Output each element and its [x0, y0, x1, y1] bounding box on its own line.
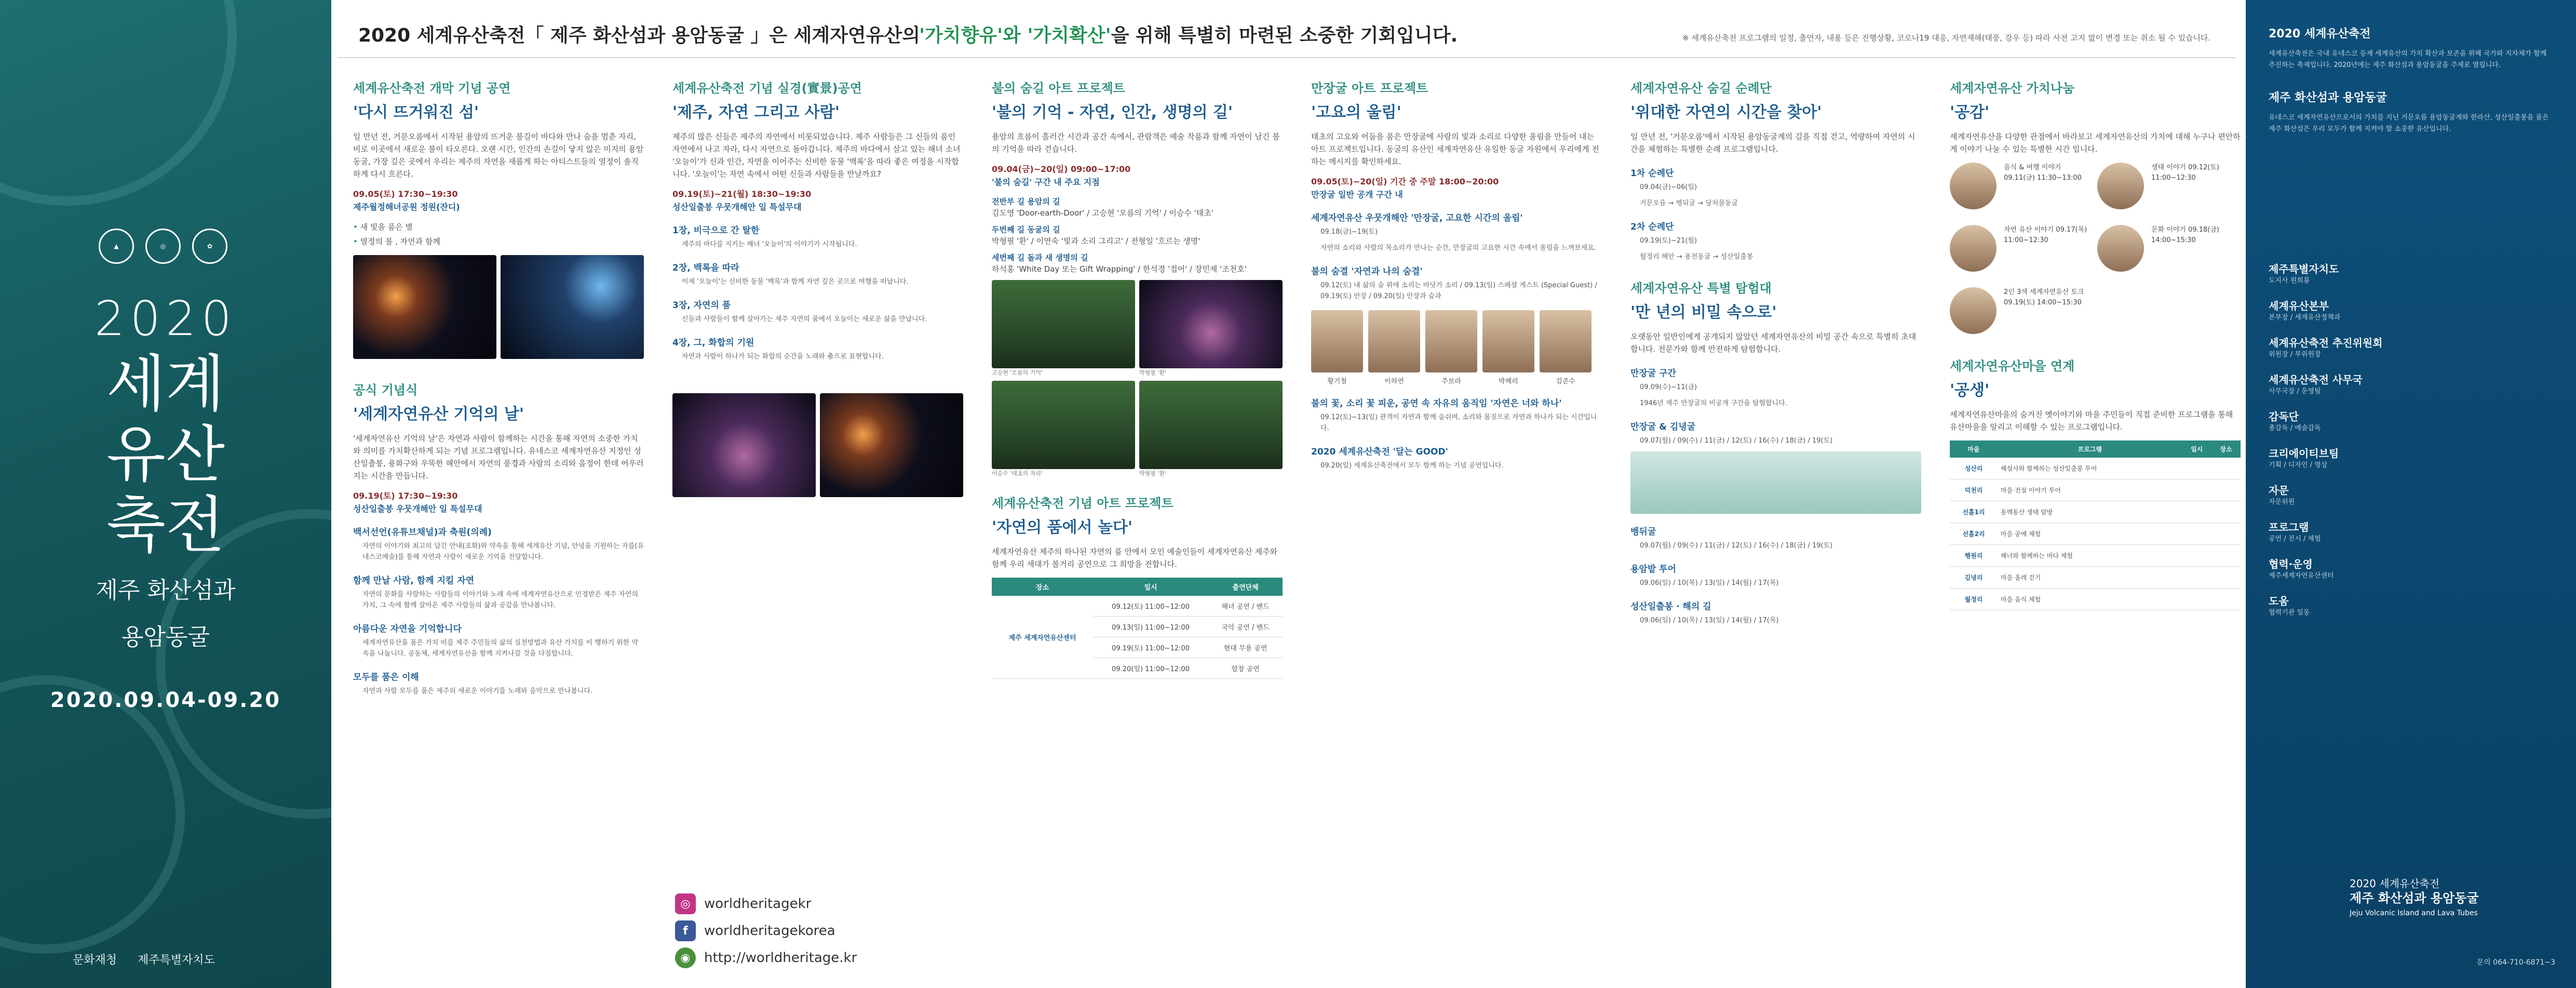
- photo: [672, 393, 816, 497]
- section-title: '제주, 자연 그리고 사람': [672, 103, 840, 122]
- world-heritage-logo-icon: ◎: [145, 229, 181, 264]
- photo-row: [353, 255, 644, 359]
- instagram-icon: ◎: [675, 893, 696, 914]
- table-cell: [2182, 523, 2211, 545]
- website-link[interactable]: [675, 947, 857, 968]
- credit-title: 감독단: [2269, 410, 2299, 423]
- program-body: 1946년 제주 만장굴의 비공개 구간을 탐험합니다.: [1640, 399, 1787, 407]
- village-table: [1950, 440, 2241, 610]
- village-name: 선흘1리: [1950, 501, 1998, 523]
- program-date: 09.06(일) / 10(목) / 13(일) / 14(월) / 17(목): [1640, 579, 1779, 587]
- performer: [1311, 310, 1363, 385]
- column-header: 일시: [1093, 578, 1208, 596]
- speaker-photo: [2097, 163, 2144, 209]
- credit-title: 세계유산본부: [2269, 300, 2329, 312]
- credit-title: 크리에이티브팀: [2269, 447, 2339, 460]
- column-pilgrimage: [1630, 78, 1921, 631]
- elevation-graphic: [1630, 451, 1921, 514]
- program-label: 세번째 길 돌과 새 생명의 길: [992, 253, 1088, 262]
- credit-value: 자문위원: [2269, 498, 2295, 506]
- cover-dates: 2020.09.04-09.20: [50, 688, 281, 712]
- column-performance: [672, 78, 963, 497]
- village-name: 김녕리: [1950, 567, 1998, 589]
- program-date: 09.04(금)~06(일): [1640, 183, 1697, 191]
- performer-name: 주보라: [1441, 378, 1461, 385]
- village-name: 덕천리: [1950, 479, 1998, 501]
- section-venue: 성산일출봉 우뭇개해안 일 특설무대: [672, 202, 802, 212]
- website-url: http://worldheritage.kr: [704, 950, 857, 966]
- table-cell-place: 제주 세계자연유산센터: [992, 596, 1093, 679]
- section-date: 09.05(토) 17:30~19:30: [353, 189, 458, 199]
- performer: [1368, 310, 1420, 385]
- column-art: [992, 78, 1283, 679]
- program-body: 09.12(토) 내 삶의 숨 위에 소리는 바닷가 소리 / 09.13(일) 스페셜 게스트 (Special Guest) / 09.19(토) 안장 / 09.20(일) 안장과 숨과: [1320, 282, 1597, 300]
- instagram-handle: worldheritagekr: [704, 896, 812, 912]
- speaker-photo: [2097, 225, 2144, 272]
- talk-card: [1950, 287, 2093, 337]
- table-cell: [2211, 545, 2241, 567]
- program-body: 자연과 사람이 하나가 되는 화합의 순간을 노래와 춤으로 표현합니다.: [682, 353, 884, 361]
- program-label: 두번째 길 동굴의 길: [992, 225, 1060, 234]
- table-cell: [2182, 567, 2211, 589]
- program-body: 이제 '오늘이'는 신비한 동물 '백록'과 함께 자연 깊은 곳으로 여행을 떠납니다.: [682, 278, 909, 286]
- table-cell: [2211, 458, 2241, 479]
- cha-logo: 문화재청: [73, 954, 117, 967]
- section-body: 세계자연유산 제주의 하나된 자연의 품 안에서 모인 예술인들이 세계자연유산 제주와 함께 우리 세대가 볼거리 공연으로 그 희망을 전합니다.: [992, 547, 1278, 569]
- program-body: 세계자연유산을 품은 가치 비를 제주 주민들의 삶의 실천방법과 유산 가치를 이 행하기 위한 약속을 나눕니다. 공동체, 세계자연유산을 함께 지켜나갈 것을 다짐합니다.: [362, 639, 638, 658]
- photo: [1139, 381, 1283, 469]
- info-intro: [2269, 25, 2553, 153]
- village-program: 마을 공예 체험: [1998, 523, 2182, 545]
- program-date: 09.18(금)~19(토): [1320, 228, 1378, 236]
- program-item: • 새 빛을 품은 별: [353, 221, 644, 233]
- table-cell: 09.12(토) 11:00~12:00: [1093, 596, 1208, 617]
- table-cell: [2211, 523, 2241, 545]
- program-title: 용암밭 투어: [1630, 564, 1677, 575]
- talk-text: 자연 유산 이야기 09.17(목) 11:00~12:30: [2004, 226, 2087, 244]
- credit-title: 세계유산축전 추진위원회: [2269, 337, 2383, 349]
- program-title: 성산일출봉 · 해의 길: [1630, 602, 1711, 612]
- photo-caption: 고승현 '오름의 기억': [992, 369, 1043, 376]
- program-title: 백서선언(유튜브채널)과 축원(의례): [353, 527, 492, 538]
- table-cell: 09.19(토) 11:00~12:00: [1093, 637, 1208, 658]
- performer: [1425, 310, 1477, 385]
- photo: [1139, 280, 1283, 368]
- program-title: 1장, 비극으로 간 탈한: [672, 225, 760, 236]
- program-title: 2장, 백록을 따라: [672, 263, 739, 273]
- village-program: 동백동산 생태 탐방: [1998, 501, 2182, 523]
- table-row: [1950, 479, 2241, 501]
- column-sharing: [1950, 78, 2241, 610]
- performer-name: 박혜리: [1499, 378, 1518, 385]
- cover-panel: [0, 0, 331, 988]
- column-header: 출연단체: [1208, 578, 1283, 596]
- performer-row: [1311, 310, 1602, 385]
- photo-card: [992, 381, 1135, 477]
- section-kicker: 불의 숨길 아트 프로젝트: [992, 81, 1125, 96]
- program-body: 신들과 사람들이 함께 살아가는 제주 자연의 품에서 오늘이는 새로운 삶을 만납니다.: [682, 315, 927, 323]
- section-venue: 만장굴 일반 공개 구간 내: [1311, 190, 1403, 199]
- program-title: 1차 순례단: [1630, 168, 1674, 179]
- program-item: • 열정의 불 , 자연과 함께: [353, 235, 644, 248]
- credit-value: 도지사 원희룡: [2269, 277, 2310, 285]
- table-cell: [2211, 479, 2241, 501]
- photo-card: [1139, 280, 1283, 377]
- program-title: 함께 만날 사람, 함께 지킬 자연: [353, 576, 475, 586]
- program-route: 월정리 해안 → 용천동굴 → 성산일출봉: [1640, 253, 1754, 261]
- section-body: 일 만년 전, 거문오름에서 시작된 용암의 뜨거운 불길이 바다와 만나 숨을 멈춘 자리, 비로 이곳에서 새로운 불이 타오른다. 오랜 시간, 인간의 손길이 닿지 않은 미지의 용암동굴, 가장 깊은 곳에서 우리는 제주의 자연을 새롭게 하는 아티스트들의 열정이 솔직하게 다시 흐른다.: [353, 132, 644, 179]
- village-program: 해설사와 함께하는 성산일출봉 투어: [1998, 458, 2182, 479]
- table-row: [1950, 458, 2241, 479]
- section-title: '만 년의 비밀 속으로': [1630, 303, 1777, 322]
- section-date: 09.19(토)~21(월) 18:30~19:30: [672, 189, 812, 199]
- cover-subtitle: 용암동굴: [121, 624, 210, 650]
- section-title: '고요의 울림': [1311, 103, 1401, 122]
- program-title: 모두를 품은 이해: [353, 672, 419, 683]
- facebook-link[interactable]: [675, 920, 857, 941]
- decor-wave: [0, 0, 237, 206]
- speaker-photo: [1950, 287, 1997, 334]
- table-cell: 해녀 공연 / 밴드: [1208, 596, 1283, 617]
- cover-title-line: 축전: [106, 489, 225, 561]
- table-row: [1950, 523, 2241, 545]
- program-desc: 박형필 '환' / 이연숙 '빛과 소리 그리고' / 전형일 '흐르는 생명': [992, 236, 1201, 246]
- unesco-logo-icon: ▲: [99, 229, 134, 264]
- section-kicker: 세계유산축전 기념 실경(實景)공연: [672, 81, 862, 96]
- table-cell: [2182, 479, 2211, 501]
- speaker-photo: [1950, 225, 1997, 272]
- credit-title: 프로그램: [2269, 521, 2309, 533]
- photo: [353, 255, 496, 359]
- program-item: [992, 252, 1283, 275]
- program-body: 자연의 문화를 사람하는 사람들의 이야기와 노래 속에 세계자연유산으로 인정받은 제주 자연의 가치, 그 속에 함께 살아온 제주 사람들의 삶과 공감을 만나봅니다.: [362, 591, 639, 609]
- table-row: [1950, 545, 2241, 567]
- performer: [1540, 310, 1592, 385]
- program-date: 09.09(수)~11(금): [1640, 383, 1697, 391]
- performer-name: 김준수: [1556, 378, 1575, 385]
- talk-text: 2인 3색 세계자연유산 토크 09.19(토) 14:00~15:30: [2004, 288, 2084, 306]
- section-body: 세계자연유산을 다양한 관점에서 바라보고 세계자연유산의 가치에 대해 누구나 편안하게 이야기 나눌 수 있는 특별한 시간 입니다.: [1950, 132, 2241, 154]
- section-kicker: 세계자연유산 숨길 순례단: [1630, 81, 1772, 96]
- cover-footer: [73, 951, 215, 967]
- talk-text: 생태 이야기 09.12(토) 11:00~12:30: [2151, 164, 2219, 182]
- credit-value: 기획 / 디자인 / 영상: [2269, 461, 2328, 469]
- column-header: 장소: [2211, 440, 2241, 458]
- contact-phone: 문의 064-710-6871~3: [2476, 958, 2555, 967]
- section-title: '불의 기억 - 자연, 인간, 생명의 길': [992, 103, 1233, 122]
- page-header: [358, 21, 2228, 52]
- section-date: 09.05(토)~20(일) 기간 중 주말 18:00~20:00: [1311, 177, 1499, 186]
- program-date: 09.19(토)~21(월): [1640, 237, 1697, 245]
- credit-title: 제주특별자치도: [2269, 263, 2339, 275]
- info-heading: 제주 화산섬과 용암동굴: [2269, 91, 2387, 104]
- logo-row: [99, 229, 227, 264]
- section-kicker: 세계자연유산마을 연계: [1950, 359, 2075, 373]
- credit-value: 협력기관 일동: [2269, 609, 2310, 617]
- program-body: 자연의 이야기와 최고의 담긴 안내(조화)와 약속을 통해 세계유산 기념, 안녕을 기원하는 자를(유네스코예술)를 통해 자연과 사람이 새로운 기억을 전달합니다.: [362, 542, 644, 561]
- table-cell: [2182, 545, 2211, 567]
- festival-brand: [2350, 876, 2479, 920]
- table-cell: [2211, 501, 2241, 523]
- program-title: 2020 세계유산축전 '달는 GOOD': [1311, 447, 1448, 457]
- section-title: '위대한 자연의 시간을 찾아': [1630, 103, 1822, 122]
- talk-text: 문화 이야기 09.18(금) 14:00~15:30: [2151, 226, 2219, 244]
- program-title: 만장굴 구간: [1630, 368, 1677, 379]
- brand-line: Jeju Volcanic Island and Lava Tubes: [2350, 909, 2478, 917]
- header-accent: '가치향유'와 '가치확산': [919, 25, 1111, 46]
- facebook-handle: worldheritagekorea: [704, 923, 835, 939]
- section-kicker: 세계자연유산 가치나눔: [1950, 81, 2075, 96]
- table-cell: 09.20(일) 11:00~12:00: [1093, 658, 1208, 679]
- credit-title: 도움: [2269, 595, 2289, 607]
- header-tail: 을 위해 특별히 마련된 소중한 기회입니다.: [1111, 25, 1458, 46]
- speaker-photo: [1950, 163, 1997, 209]
- column-opening: [353, 78, 644, 702]
- photo-grid: [992, 280, 1283, 477]
- credits: [2269, 249, 2553, 618]
- village-name: 선흘2리: [1950, 523, 1998, 545]
- performer-photo: [1311, 310, 1363, 372]
- table-row: [1950, 589, 2241, 610]
- section-title: '다시 뜨거워진 섬': [353, 103, 479, 122]
- program-title: 불의 숨결 '자연과 나의 숨결': [1311, 266, 1423, 277]
- cover-year: 2020: [94, 291, 237, 346]
- credit-title: 자문: [2269, 484, 2289, 497]
- column-manjanggul: [1311, 78, 1602, 476]
- section-date: 09.19(토) 17:30~19:30: [353, 491, 458, 501]
- section-venue: '불의 숨길' 구간 내 주요 지점: [992, 177, 1100, 187]
- column-header: 프로그램: [1998, 440, 2182, 458]
- table-cell: 09.13(일) 11:00~12:00: [1093, 617, 1208, 637]
- section-venue: 성산일출봉 우뭇개해안 일 특설무대: [353, 504, 482, 514]
- program-body: 제주의 바다를 지키는 해녀 '오늘이'의 이야기가 시작됩니다.: [682, 241, 857, 248]
- talk-card: [1950, 163, 2093, 212]
- performer-photo: [1425, 310, 1477, 372]
- photo-row: [672, 393, 963, 497]
- table-cell: 현대 무용 공연: [1208, 637, 1283, 658]
- globe-icon: ◉: [675, 947, 696, 968]
- program-body: 자연의 소리와 사람의 목소리가 만나는 순간, 만장굴의 고요한 시간 속에서 울림을 느껴보세요.: [1320, 244, 1596, 252]
- credit-title: 세계유산축전 사무국: [2269, 373, 2363, 386]
- photo-caption: 박형필 '환': [1139, 470, 1167, 477]
- program-body: 09.12(토)~13(일) 관객이 자연과 함께 숨쉬며, 소리와 몸짓으로 자연과 하나가 되는 시간입니다.: [1320, 413, 1597, 432]
- brand-line: 제주 화산섬과 용암동굴: [2350, 891, 2479, 905]
- photo-caption: 이승수 '태초의 자리': [992, 470, 1043, 477]
- village-program: 마을 올레 걷기: [1998, 567, 2182, 589]
- village-name: 행원리: [1950, 545, 1998, 567]
- header-note: ※ 세계유산축전 프로그램의 일정, 출연자, 내용 등은 진행상황, 코로나19 대응, 자연재해(태풍, 강우 등) 따라 사전 고지 없이 변경 또는 취소 될 수 있습니다.: [1682, 33, 2211, 43]
- photo-card: [1139, 381, 1283, 477]
- program-label: 전반부 길 용암의 길: [992, 197, 1060, 206]
- program-date: 09.07(월) / 09(수) / 11(금) / 12(토) / 16(수) / 18(금) / 19(토): [1640, 437, 1833, 445]
- program-date: 09.06(일) / 10(목) / 13(일) / 14(월) / 17(목): [1640, 617, 1779, 624]
- credit-value: 사무국장 / 운영팀: [2269, 388, 2321, 395]
- table-header-row: [1950, 440, 2241, 458]
- photo-caption: 박형필 '환': [1139, 369, 1167, 376]
- section-kicker: 세계유산축전 개막 기념 공연: [353, 81, 511, 96]
- program-title: 벵뒤굴: [1630, 527, 1656, 537]
- table-cell: 합창 공연: [1208, 658, 1283, 679]
- program-route: 거문오름 → 벵뒤굴 → 당처물동굴: [1640, 199, 1738, 207]
- village-program: 마을 전설 이야기 투어: [1998, 479, 2182, 501]
- section-date: 09.04(금)~20(일) 09:00~17:00: [992, 164, 1131, 174]
- section-body: '세계자연유산 기억의 날'은 자연과 사람이 함께하는 시간을 통해 자연의 소중한 가치와 의미를 가치확산하게 되는 기념 프로그램입니다. 유네스코 세계자연유산 지정인 성산일출봉, 용화구와 우뚝한 해안에서 자연의 풍경과 사람의 소리와 음정이 한데 어우러지는 시간을 만듭니다.: [353, 434, 644, 480]
- column-header: 장소: [992, 578, 1093, 596]
- info-heading: 2020 세계유산축전: [2269, 28, 2371, 41]
- section-body: 용암의 흐름이 흘러간 시간과 공간 속에서, 관람객은 예술 작품과 함께 자연이 남긴 불의 기억을 따라 걷습니다.: [992, 132, 1280, 154]
- village-name: 월정리: [1950, 589, 1998, 610]
- program-body: 자연과 사람 모두를 품은 제주의 새로운 이야기를 노래와 음악으로 만나봅니다.: [362, 687, 593, 695]
- talk-text: 음식 & 여행 이야기 09.11(금) 11:30~13:00: [2004, 164, 2082, 182]
- table-cell: [2182, 589, 2211, 610]
- program-title: 3장, 자연의 품: [672, 300, 731, 311]
- table-cell: [2211, 567, 2241, 589]
- brand-line: 2020 세계유산축전: [2350, 877, 2440, 890]
- performer-name: 황기철: [1327, 378, 1347, 385]
- program-title: 아름다운 자연을 기억합니다: [353, 624, 462, 634]
- schedule-table: [992, 578, 1283, 679]
- program-item: [992, 196, 1283, 219]
- table-header-row: [992, 578, 1283, 596]
- section-body: 태초의 고요와 어둠을 품은 만장굴에 사람의 빛과 소리로 다양한 울림을 만들어 내는 아트 프로젝트입니다. 동굴의 유산인 세계자연유산 유일한 동굴 자원에서 우리에게 전하는 메시지를 확인하세요.: [1311, 132, 1599, 166]
- talk-card: [2097, 225, 2241, 275]
- photo: [992, 381, 1135, 469]
- credit-title: 협력·운영: [2269, 558, 2313, 570]
- section-kicker: 세계자연유산 특별 탐험대: [1630, 281, 1772, 296]
- column-header: 일시: [2182, 440, 2211, 458]
- program-title: 만장굴 & 김녕굴: [1630, 422, 1696, 432]
- program-desc: 하석홍 'White Day 또는 Gift Wrapping' / 한석경 '접어' / 장민제 '조천호': [992, 264, 1247, 274]
- talk-card: [2097, 163, 2241, 212]
- cover-title-line: 유산: [106, 419, 225, 490]
- program-date: 09.07(월) / 09(수) / 11(금) / 12(토) / 16(수) / 18(금) / 19(토): [1640, 542, 1833, 550]
- section-title: '자연의 품에서 놀다': [992, 518, 1133, 537]
- cover-subtitle: 제주 화산섬과: [96, 577, 236, 604]
- village-program: 마을 음식 체험: [1998, 589, 2182, 610]
- credit-value: 위원장 / 부위원장: [2269, 351, 2321, 358]
- header-title-accent: [919, 21, 1458, 47]
- performer-photo: [1368, 310, 1420, 372]
- village-name: 성산리: [1950, 458, 1998, 479]
- performer-name: 이하연: [1384, 378, 1404, 385]
- section-body: 일 만년 전, '거문오름'에서 시작된 용암동굴계의 길을 직접 걷고, 역량하여 자연의 시간을 체험하는 특별한 순례 프로그램입니다.: [1630, 132, 1916, 154]
- program-desc: 김도영 'Door-earth-Door' / 고승현 '오름의 기억' / 이승수 '태초': [992, 208, 1213, 218]
- table-row: [1950, 501, 2241, 523]
- section-title: '공감': [1950, 103, 1990, 122]
- cover-title: [0, 291, 331, 712]
- program-body: 09.20(일) 세계유산축전에서 모두 함께 하는 기념 공연입니다.: [1320, 462, 1504, 470]
- photo-card: [992, 280, 1135, 377]
- section-title: '공생': [1950, 381, 1990, 399]
- section-body: 제주의 많은 신들은 제주의 자연에서 비롯되었습니다. 제주 사람들은 그 신들의 품인 자연에서 나고 자라, 다시 자연으로 돌아갑니다. 제주의 바다에서 살고 있는 해녀 소녀 '오늘이'가 신과 인간, 자연을 이어주는 신비한 동물 '백록'을 따라 좋은 여정을 시작합니다. '오늘이'는 자연 속에서 어떤 신들과 사람들을 만날까요?: [672, 132, 961, 179]
- credit-value: 총감독 / 예술감독: [2269, 424, 2321, 432]
- section-kicker: 세계유산축전 기념 아트 프로젝트: [992, 496, 1174, 511]
- credit-value: 공연 / 전시 / 체험: [2269, 535, 2321, 543]
- section-kicker: 공식 기념식: [353, 383, 418, 397]
- section-venue: 제주월정해녀공원 정원(잔디): [353, 202, 460, 212]
- decor-wave: [0, 675, 185, 954]
- jeju-logo: 제주특별자치도: [138, 954, 215, 967]
- header-title: 2020 세계유산축전「 제주 화산섬과 용암동굴 」은 세계자연유산의: [358, 25, 921, 46]
- program-title: 2차 순례단: [1630, 222, 1674, 232]
- program-title: 불의 꽃, 소리 꽃 피운, 공연 속 자유의 움직임 '자연은 너와 하나': [1311, 398, 1562, 409]
- table-cell: [2211, 589, 2241, 610]
- program-title: 세계자연유산 우뭇개해안 '만장굴, 고요한 시간의 울림': [1311, 213, 1523, 223]
- performer-photo: [1482, 310, 1534, 372]
- divider: [338, 57, 2235, 58]
- talk-grid: [1950, 163, 2241, 345]
- table-row: [1950, 567, 2241, 589]
- info-text: 세계유산축전은 국내 유네스코 등재 세계유산의 가치 확산과 보존을 위해 국가와 지자체가 함께 추진하는 축제입니다. 2020년에는 제주 화산섬과 용암동굴을 주제로 열립니다.: [2269, 50, 2547, 69]
- social-links: [675, 893, 857, 974]
- cover-title-line: 세계: [106, 348, 225, 420]
- info-panel: [2246, 0, 2576, 988]
- table-cell: 국악 공연 / 밴드: [1208, 617, 1283, 637]
- program-item: [992, 224, 1283, 247]
- photo: [501, 255, 644, 359]
- facebook-icon: f: [675, 920, 696, 941]
- village-program: 해녀와 함께하는 바다 체험: [1998, 545, 2182, 567]
- credit-value: 제주세계자연유산센터: [2269, 572, 2334, 580]
- table-row: [992, 596, 1283, 617]
- info-text: 유네스코 세계자연유산으로서의 가치를 지닌 거문오름 용암동굴계와 한라산, 성산일출봉을 품은 제주 화산섬은 우리 모두가 함께 지켜야 할 소중한 유산입니다.: [2269, 114, 2549, 133]
- program-title: 4장, 그, 화합의 기원: [672, 338, 754, 348]
- column-header: 마을: [1950, 440, 1998, 458]
- photo: [992, 280, 1135, 368]
- section-title: '세계자연유산 기억의 날': [353, 405, 524, 423]
- section-body: 오랫동안 일반인에게 공개되지 않았던 세계자연유산의 비밀 공간 속으로 특별히 초대합니다. 전문가와 함께 안전하게 탐험합니다.: [1630, 332, 1917, 354]
- talk-card: [1950, 225, 2093, 275]
- festival-logo-icon: ✿: [192, 229, 227, 264]
- table-cell: [2182, 501, 2211, 523]
- section-body: 세계자연유산마을의 숨겨진 옛이야기와 마을 주민들이 직접 준비한 프로그램을 통해 유산마을을 알리고 이해할 수 있는 프로그램입니다.: [1950, 410, 2233, 432]
- credit-value: 본부장 / 세계유산정책과: [2269, 314, 2341, 322]
- performer: [1482, 310, 1534, 385]
- instagram-link[interactable]: [675, 893, 857, 914]
- section-kicker: 만장굴 아트 프로젝트: [1311, 81, 1428, 96]
- performer-photo: [1540, 310, 1592, 372]
- table-cell: [2182, 458, 2211, 479]
- photo: [820, 393, 963, 497]
